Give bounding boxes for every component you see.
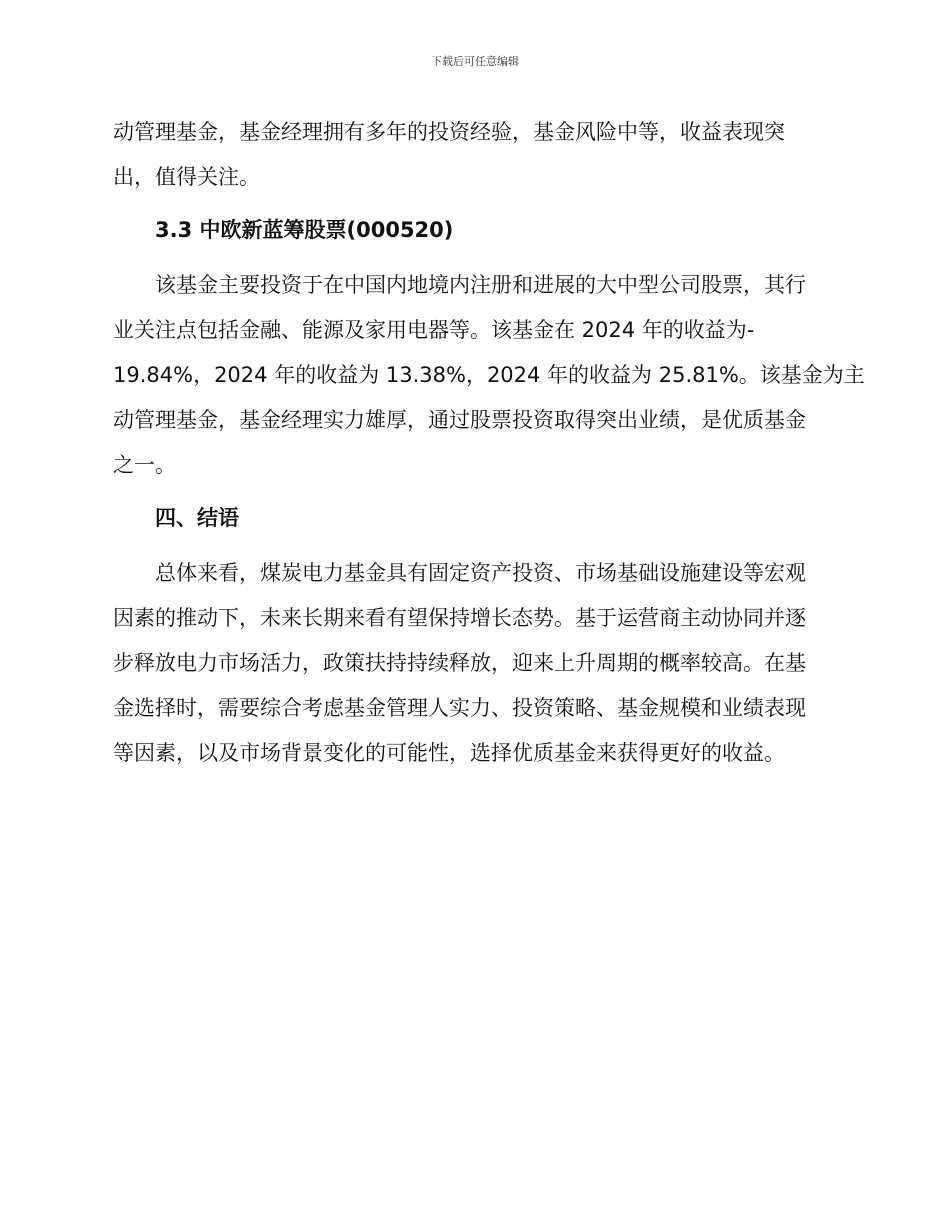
paragraph-line: 业关注点包括金融、能源及家用电器等。该基金在 2024 年的收益为- [113,318,755,342]
paragraph-line: 19.84%，2024 年的收益为 13.38%，2024 年的收益为 25.81%。该基金为主 [113,363,865,387]
paragraph-line: 出，值得关注。 [113,165,260,189]
paragraph-line: 之一。 [113,453,176,477]
paragraph-line: 总体来看，煤炭电力基金具有固定资产投资、市场基础设施建设等宏观 [155,561,806,585]
continuation-paragraph [113,110,833,200]
conclusion-paragraph [113,551,833,776]
section-heading-conclusion: 四、结语 [155,506,239,530]
paragraph-line: 金选择时，需要综合考虑基金管理人实力、投资策略、基金规模和业绩表现 [113,696,806,720]
paragraph-line: 该基金主要投资于在中国内地境内注册和进展的大中型公司股票，其行 [155,273,806,297]
paragraph-line: 等因素，以及市场背景变化的可能性，选择优质基金来获得更好的收益。 [113,741,785,765]
paragraph-line: 动管理基金，基金经理实力雄厚，通过股票投资取得突出业绩，是优质基金 [113,408,806,432]
page-header: 下载后可任意编辑 [431,55,519,68]
paragraph-line: 动管理基金，基金经理拥有多年的投资经验，基金风险中等，收益表现突 [113,120,785,144]
paragraph-line: 步释放电力市场活力，政策扶持持续释放，迎来上升周期的概率较高。在基 [113,651,806,675]
paragraph-line: 因素的推动下，未来长期来看有望保持增长态势。基于运营商主动协同并逐 [113,606,806,630]
section-heading-3-3: 3.3 中欧新蓝筹股票(000520) [155,218,454,242]
fund-description-paragraph [113,263,865,488]
document-body [113,110,865,776]
